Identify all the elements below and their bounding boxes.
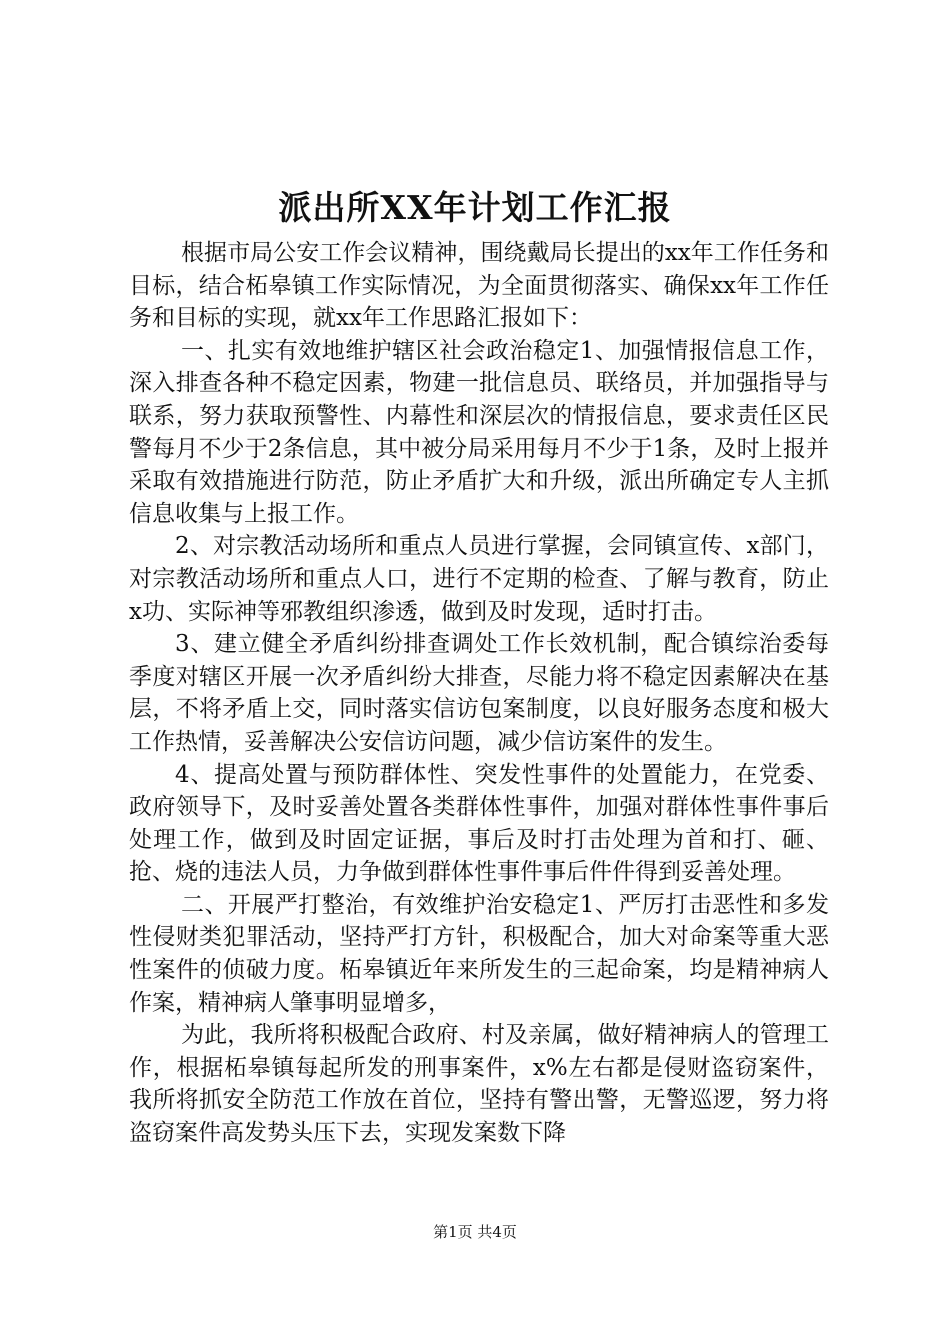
body-paragraph: 3、建立健全矛盾纠纷排查调处工作长效机制，配合镇综治委每季度对辖区开展一次矛盾纠纷大排查，尽能力将不稳定因素解决在基层，不将矛盾上交，同时落实信访包案制度，以良好服务态度和极大工作热情，妥善解决公安信访问题，减少信访案件的发生。 <box>129 631 829 755</box>
document-title: 派出所XX年计划工作汇报 <box>278 188 672 227</box>
body-paragraph: 2、对宗教活动场所和重点人员进行掌握，会同镇宣传、x部门，对宗教活动场所和重点人口，进行不定期的检查、了解与教育，防止x功、实际神等邪教组织渗透，做到及时发现，适时打击。 <box>129 533 829 625</box>
body-paragraph: 二、开展严打整治，有效维护治安稳定1、严厉打击恶性和多发性侵财类犯罪活动，坚持严打方针，积极配合，加大对命案等重大恶性案件的侦破力度。柘皋镇近年来所发生的三起命案，均是精神病人作案，精神病人肇事明显增多， <box>129 891 829 1016</box>
page-footer: 第1页 共4页 <box>433 1223 517 1241</box>
body-paragraph: 一、扎实有效地维护辖区社会政治稳定1、加强情报信息工作，深入排查各种不稳定因素，物建一批信息员、联络员，并加强指导与联系，努力获取预警性、内幕性和深层次的情报信息，要求责任区民警每月不少于2条信息，其中被分局采用每月不少于1条，及时上报并采取有效措施进行防范，防止矛盾扩大和升级，派出所确定专人主抓信息收集与上报工作。 <box>129 337 829 527</box>
body-paragraph: 为此，我所将积极配合政府、村及亲属，做好精神病人的管理工作，根据柘皋镇每起所发的刑事案件，x%左右都是侵财盗窃案件，我所将抓安全防范工作放在首位，坚持有警出警，无警巡逻，努力将盗窃案件高发势头压下去，实现发案数下降 <box>129 1022 829 1147</box>
body-paragraph: 4、提高处置与预防群体性、突发性事件的处置能力，在党委、政府领导下，及时妥善处置各类群体性事件，加强对群体性事件事后处理工作，做到及时固定证据，事后及时打击处理为首和打、砸、抢、烧的违法人员，力争做到群体性事件事后件件得到妥善处理。 <box>129 761 829 886</box>
body-paragraph: 根据市局公安工作会议精神，围绕戴局长提出的xx年工作任务和目标，结合柘皋镇工作实际情况，为全面贯彻落实、确保xx年工作任务和目标的实现，就xx年工作思路汇报如下： <box>129 240 829 332</box>
document-body <box>129 237 829 1150</box>
